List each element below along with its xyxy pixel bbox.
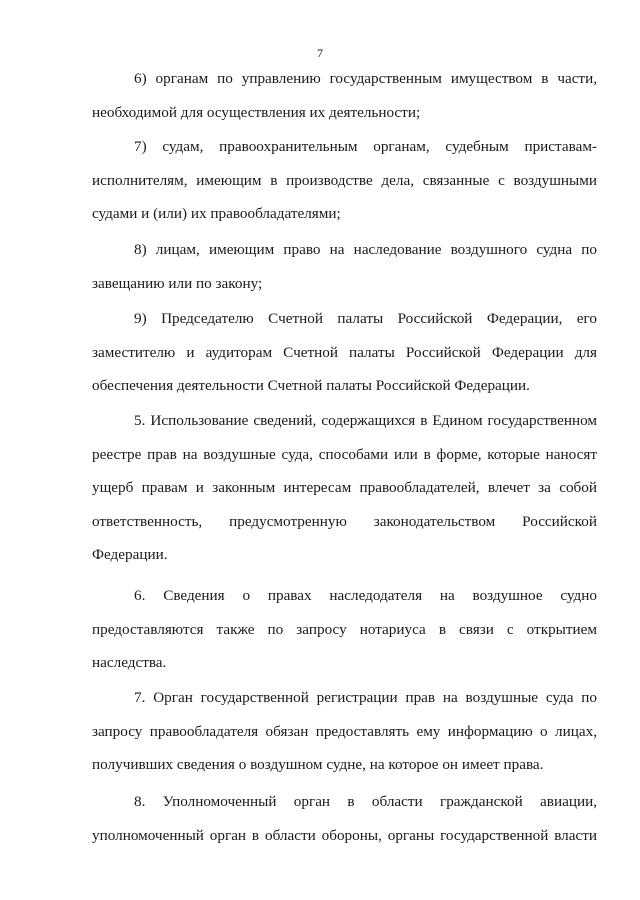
- text-line: завещанию или по закону;: [92, 274, 263, 292]
- paragraph-section-6: [92, 579, 597, 680]
- paragraph-section-7: [92, 681, 597, 782]
- paragraph-section-8: [92, 785, 597, 852]
- text-line: ущерб правам и законным интересам правообладателей, влечет за собой: [92, 479, 597, 496]
- text-line: 7. Орган государственной регистрации прав на воздушные суда по: [134, 689, 597, 706]
- text-line: необходимой для осуществления их деятельности;: [92, 103, 421, 121]
- text-line: судами и (или) их правообладателями;: [92, 205, 341, 222]
- text-line: предоставляются также по запросу нотариуса в связи с открытием: [92, 620, 597, 638]
- paragraph-item-6: [92, 62, 597, 129]
- text-line: реестре прав на воздушные суда, способами или в форме, которые наносят: [92, 445, 597, 463]
- text-line: 5. Использование сведений, содержащихся в Едином государственном: [134, 412, 597, 429]
- text-line: ответственность, предусмотренную законодательством Российской: [92, 512, 597, 530]
- text-line: получивших сведения о воздушном судне, на которое он имеет права.: [92, 756, 544, 773]
- text-line: запросу правообладателя обязан предоставлять ему информацию о лицах,: [92, 722, 597, 740]
- text-line: 7) судам, правоохранительным органам, судебным приставам-: [134, 138, 597, 155]
- text-line: 6) органам по управлению государственным имуществом в части,: [134, 70, 597, 87]
- page-number: 7: [317, 46, 323, 60]
- text-line: 6. Сведения о правах наследодателя на воздушное судно: [134, 587, 597, 604]
- text-line: наследства.: [92, 654, 167, 671]
- paragraph-item-9: [92, 302, 597, 403]
- text-line: уполномоченный орган в области обороны, органы государственной власти: [92, 826, 597, 844]
- text-line: 8) лицам, имеющим право на наследование воздушного судна по: [134, 241, 597, 258]
- text-line: 8. Уполномоченный орган в области гражданской авиации,: [134, 793, 597, 810]
- paragraph-section-5: [92, 404, 597, 572]
- text-line: заместителю и аудиторам Счетной палаты Российской Федерации для: [92, 343, 597, 361]
- paragraph-item-8: [92, 233, 597, 300]
- text-line: 9) Председателю Счетной палаты Российской Федерации, его: [134, 310, 597, 327]
- text-line: Федерации.: [92, 546, 168, 563]
- text-line: исполнителям, имеющим в производстве дела, связанные с воздушными: [92, 171, 597, 189]
- text-line: обеспечения деятельности Счетной палаты Российской Федерации.: [92, 377, 530, 394]
- paragraph-item-7: [92, 130, 597, 231]
